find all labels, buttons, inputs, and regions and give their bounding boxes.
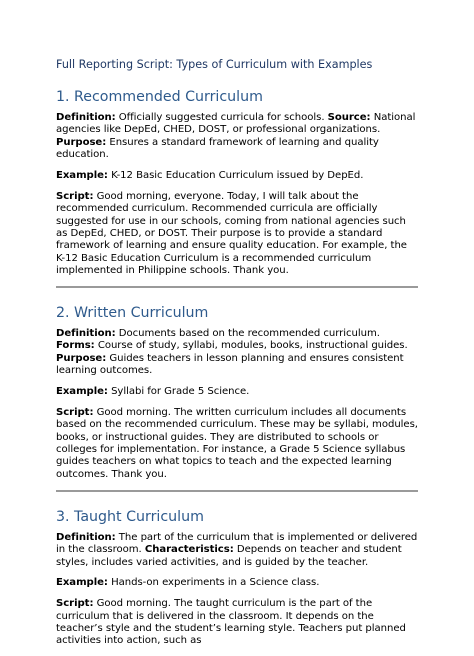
definition-label: Definition:	[56, 328, 116, 340]
definition-label: Definition:	[56, 531, 116, 543]
characteristics-text: Depends on teacher and student styles, includes varied activities, and is guided by the teacher.	[56, 544, 402, 568]
document-title: Full Reporting Script: Types of Curriculum with Examples	[56, 58, 373, 71]
definition-paragraph	[56, 532, 418, 569]
script-text: Good morning. The taught curriculum is the part of the curriculum that is delivered in the classroom. It depends on the teacher’s style and the student’s learning style. Teachers put planned activities into action, such as	[56, 598, 406, 647]
script-label: Script:	[56, 406, 94, 418]
example-label: Example:	[56, 386, 108, 398]
script-label: Script:	[56, 190, 94, 202]
example-paragraph	[56, 386, 418, 398]
section-heading: 1. Recommended Curriculum	[56, 89, 263, 105]
example-text: Syllabi for Grade 5 Science.	[107, 386, 250, 398]
definition-text: Officially suggested curricula for schools.	[115, 112, 328, 123]
definition-paragraph	[56, 328, 418, 378]
section-written-curriculum	[56, 304, 418, 481]
example-paragraph	[56, 577, 418, 589]
definition-label: Definition:	[56, 112, 116, 123]
purpose-text: Guides teachers in lesson planning and ensures consistent learning outcomes.	[56, 352, 404, 377]
example-label: Example:	[56, 577, 108, 589]
document-page	[56, 58, 418, 656]
source-label: Source:	[327, 112, 371, 123]
section-divider	[56, 286, 418, 288]
source-text: National agencies like DepEd, CHED, DOST, or professional organizations.	[56, 112, 416, 136]
script-paragraph	[56, 191, 418, 278]
forms-label: Forms:	[56, 340, 95, 352]
section-heading: 2. Written Curriculum	[56, 305, 209, 322]
script-paragraph	[56, 598, 418, 648]
definition-text: Documents based on the recommended curriculum.	[115, 328, 380, 340]
script-text: Good morning, everyone. Today, I will talk about the recommended curriculum. Recommended curricula are officially suggested for use in our schools, coming from national agencies such as DepEd, CHED, or DOST. Their purpose is to provide a standard framework of learning and ensure quality education. For example, the K-12 Basic Education Curriculum is a recommended curriculum implemented in Philippine schools. Thank you.	[56, 190, 407, 277]
script-paragraph	[56, 407, 418, 481]
purpose-text: Ensures a standard framework of learning and quality education.	[56, 136, 379, 161]
purpose-label: Purpose:	[56, 352, 107, 364]
script-label: Script:	[56, 598, 94, 610]
example-text: K-12 Basic Education Curriculum issued by DepEd.	[107, 170, 364, 182]
section-taught-curriculum	[56, 508, 418, 648]
example-text: Hands-on experiments in a Science class.	[107, 577, 320, 589]
section-recommended-curriculum	[56, 88, 418, 278]
definition-text: The part of the curriculum that is implemented or delivered in the classroom.	[56, 531, 418, 556]
section-heading: 3. Taught Curriculum	[56, 508, 204, 525]
definition-paragraph	[56, 112, 418, 162]
section-divider	[56, 490, 418, 492]
purpose-label: Purpose:	[56, 136, 107, 148]
example-paragraph	[56, 170, 418, 182]
forms-text: Course of study, syllabi, modules, books, instructional guides.	[94, 340, 408, 352]
script-text: Good morning. The written curriculum includes all documents based on the recommended curriculum. These may be syllabi, modules, books, or instructional guides. They are distributed to schools or colleges for implementation. For instance, a Grade 5 Science syllabus guides teachers on what topics to teach and the expected learning outcomes. Thank you.	[56, 406, 418, 480]
example-label: Example:	[56, 170, 108, 182]
characteristics-label: Characteristics:	[144, 544, 234, 556]
